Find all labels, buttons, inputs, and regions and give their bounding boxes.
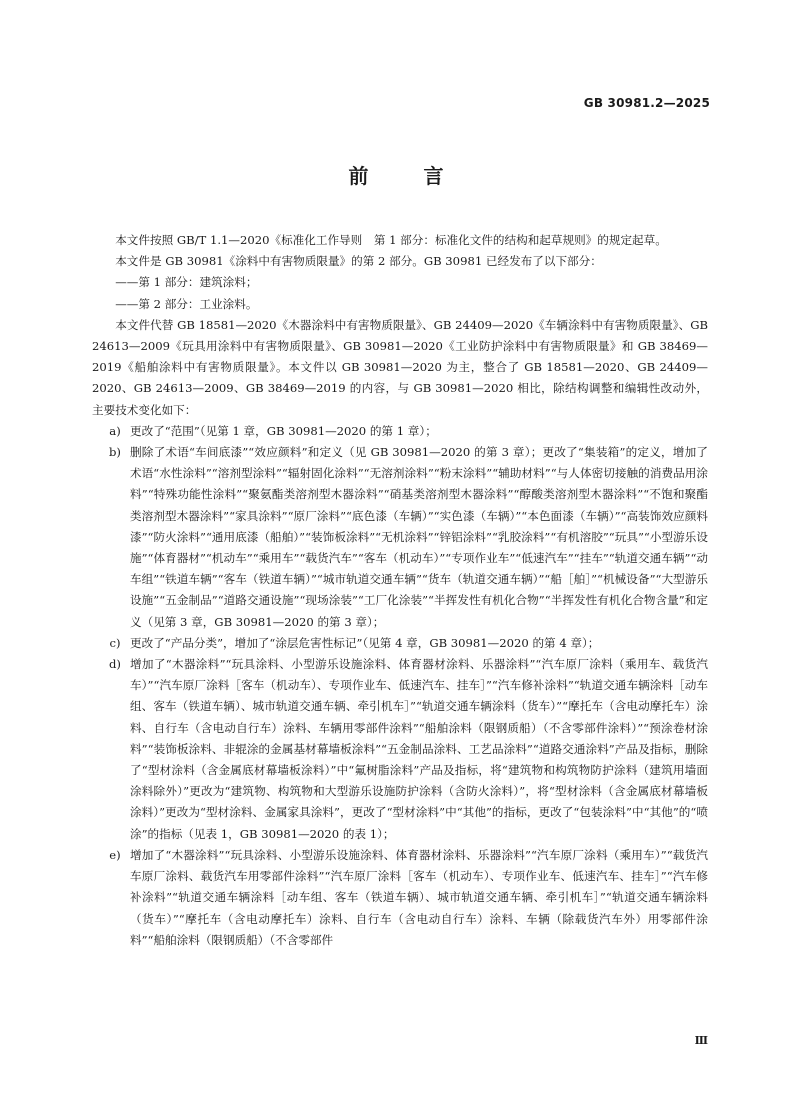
page-title: 前 言 [348, 164, 468, 188]
paragraph-replacement: 本文件代替 GB 18581—2020《木器涂料中有害物质限量》、GB 24409—2020《车辆涂料中有害物质限量》、GB 24613—2009《玩具用涂料中有害物质限量》、GB 30981—2020《工业防护涂料中有害物质限量》和 GB 38469—2019《船舶涂料中有害物质限量》。本文件以 GB 30981—2020 为主，整合了 GB 18581—2020、GB 24409—2020、GB 24613—2009、GB 38469—2019 的内容，与 GB 30981—2020 相比，除结构调整和编辑性改动外，主要技术变化如下： [92, 317, 708, 417]
change-item-label: c) [109, 635, 121, 650]
page-number: Ⅲ [694, 1034, 708, 1047]
parts-list-item: ——第 2 部分：工业涂料。 [115, 296, 258, 311]
paragraph-drafting-rules: 本文件按照 GB/T 1.1—2020《标准化工作导则 第 1 部分：标准化文件的结构和起草规则》的规定起草。 [115, 233, 667, 247]
standard-number: GB 30981.2—2025 [583, 96, 710, 110]
change-item-label: d) [109, 657, 121, 672]
change-item-text: 删除了术语“车间底漆”“效应颜料”和定义（见 GB 30981—2020 的第 3 章）；更改了“集装箱”的定义，增加了术语“水性涂料”“溶剂型涂料”“辐射固化涂料”“无溶剂涂料”“粉末涂料”“辅助材料”“与人体密切接触的消费品用涂料”“特殊功能性涂料”“聚氨酯类溶剂型木器涂料”“硝基类溶剂型木器涂料”“醇酸类溶剂型木器涂料”“不饱和聚酯类溶剂型木器涂料”“家具涂料”“原厂涂料”“底色漆（车辆）”“实色漆（车辆）”“本色面漆（车辆）”“高装饰效应颜料漆”“防火涂料”“通用底漆（船舶）”“装饰板涂料”“无机涂料”“锌铝涂料”“乳胶涂料”“有机溶胶”“玩具”“小型游乐设施”“体育器材”“机动车”“乘用车”“载货汽车”“客车（机动车）”“专项作业车”“低速汽车”“挂车”“轨道交通车辆”“动车组”“铁道车辆”“客车（铁道车辆）”“城市轨道交通车辆”“货车（轨道交通车辆）”“船［舶］”“机械设备”“大型游乐设施”“五金制品”“道路交通设施”“现场涂装”“工厂化涂装”“半挥发性有机化合物”“半挥发性有机化合物含量”和定义（见第 3 章，GB 30981—2020 的第 3 章）； [130, 445, 708, 629]
change-item-b [92, 442, 708, 633]
change-item-label: e) [109, 847, 121, 862]
change-item-text: 增加了“木器涂料”“玩具涂料、小型游乐设施涂料、体育器材涂料、乐器涂料”“汽车原厂涂料（乘用车）”“载货汽车原厂涂料、载货汽车用零部件涂料”“汽车原厂涂料［客车（机动车）、专项作业车、低速汽车、挂车］”“汽车修补涂料”“轨道交通车辆涂料［动车组、客车（铁道车辆）、城市轨道交通车辆、牵引机车］”“轨道交通车辆涂料（货车）”“摩托车（含电动摩托车）涂料、自行车（含电动自行车）涂料、车辆（除载货汽车外）用零部件涂料”“船舶涂料（限钢质船）（不含零部件 [130, 847, 708, 947]
change-item-d [92, 654, 708, 845]
change-item-a [92, 421, 708, 442]
parts-list-item: ——第 1 部分：建筑涂料； [115, 275, 258, 290]
change-item-text: 更改了“产品分类”，增加了“涂层危害性标记”（见第 4 章，GB 30981—2020 的第 4 章）； [130, 635, 600, 650]
change-item-label: b) [109, 445, 121, 460]
change-item-text: 增加了“木器涂料”“玩具涂料、小型游乐设施涂料、体育器材涂料、乐器涂料”“汽车原厂涂料（乘用车、载货汽车）”“汽车原厂涂料［客车（机动车）、专项作业车、低速汽车、挂车］”“汽车修补涂料”“轨道交通车辆涂料［动车组、客车（铁道车辆）、城市轨道交通车辆、牵引机车］”“轨道交通车辆涂料（货车）”“摩托车（含电动摩托车）涂料、自行车（含电动自行车）涂料、车辆用零部件涂料”“船舶涂料（限钢质船）（不含零部件涂料）”“预涂卷材涂料”“装饰板涂料、非辊涂的金属基材幕墙板涂料”“五金制品涂料、工艺品涂料”“道路交通涂料”产品及指标，删除了“型材涂料（含金属底材幕墙板涂料）”中“氟树脂涂料”产品及指标，将“建筑物和构筑物防护涂料（建筑用墙面涂料除外）”更改为“建筑物、构筑物和大型游乐设施防护涂料（含防火涂料）”，将“型材涂料（含金属底材幕墙板涂料）”更改为“型材涂料、金属家具涂料”，更改了“型材涂料”中“其他”的指标，更改了“包装涂料”中“其他”的“喷涂”的指标（见表 1，GB 30981—2020 的表 1）； [130, 657, 709, 841]
change-item-e [92, 845, 708, 951]
change-item-text: 更改了“范围”（见第 1 章，GB 30981—2020 的第 1 章）； [130, 423, 437, 438]
foreword-body [92, 230, 708, 951]
paragraph-series-intro: 本文件是 GB 30981《涂料中有害物质限量》的第 2 部分。GB 30981 已经发布了以下部分： [115, 254, 602, 269]
change-item-label: a) [109, 423, 121, 438]
change-item-c [92, 633, 708, 654]
